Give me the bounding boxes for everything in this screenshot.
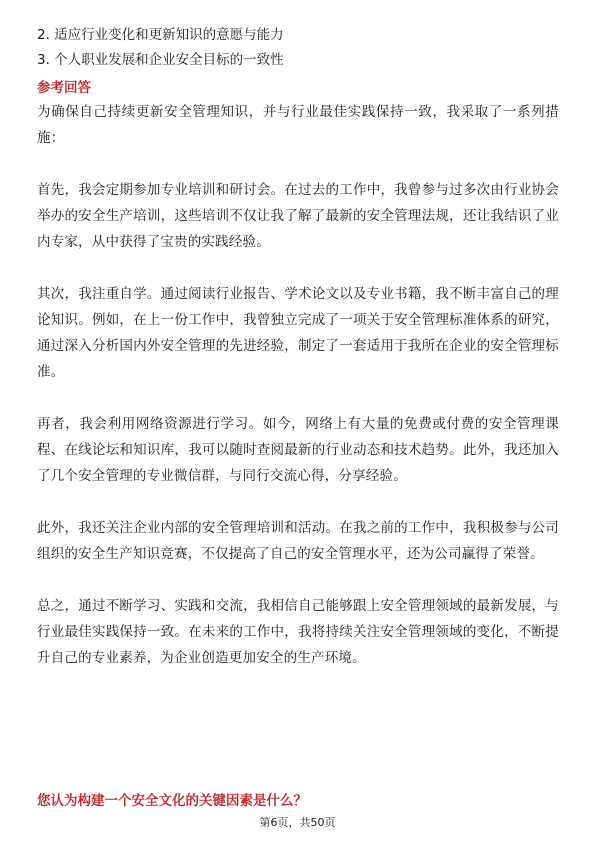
answer-paragraph-online: 再者，我会利用网络资源进行学习。如今，网络上有大量的免费或付费的安全管理课程、在线论坛和知识库，我可以随时查阅最新的行业动态和技术趋势。此外，我还加入了几个安全管理的专业微信群，与同行交流心得，分享经验。 — [37, 416, 559, 484]
paragraph-spacer — [37, 255, 559, 281]
answer-paragraph-summary: 总之，通过不断学习、实践和交流，我相信自己能够跟上安全管理领域的最新发展，与行业最佳实践保持一致。在未来的工作中，我将持续关注安全管理领域的变化，不断提升自己的专业素养，为企业创造更加安全的生产环境。 — [37, 598, 559, 666]
answer-intro-paragraph: 为确保自己持续更新安全管理知识，并与行业最佳实践保持一致，我采取了一系列措施： — [37, 104, 559, 146]
paragraph-spacer — [37, 385, 559, 411]
next-question-heading: 您认为构建一个安全文化的关键因素是什么？ — [37, 793, 307, 809]
paragraph-spacer — [37, 567, 559, 593]
document-content — [37, 24, 559, 671]
page-footer: 第6页，共50页 — [259, 816, 336, 829]
answer-paragraph-self-study: 其次，我注重自学。通过阅读行业报告、学术论文以及专业书籍，我不断丰富自己的理论知识。例如，在上一份工作中，我曾独立完成了一项关于安全管理标准体系的研究，通过深入分析国内外安全管理的先进经验，制定了一套适用于我所在企业的安全管理标准。 — [37, 286, 559, 380]
evaluation-point-2: 2. 适应行业变化和更新知识的意愿与能力 — [37, 27, 284, 43]
paragraph-spacer — [37, 151, 559, 177]
answer-heading: 参考回答 — [37, 80, 91, 96]
evaluation-point-3: 3. 个人职业发展和企业安全目标的一致性 — [37, 52, 284, 68]
answer-paragraph-internal: 此外，我还关注企业内部的安全管理培训和活动。在我之前的工作中，我积极参与公司组织的安全生产知识竞赛，不仅提高了自己的安全管理水平，还为公司赢得了荣誉。 — [37, 520, 559, 562]
paragraph-spacer — [37, 489, 559, 515]
answer-paragraph-training: 首先，我会定期参加专业培训和研讨会。在过去的工作中，我曾参与过多次由行业协会举办的安全生产培训，这些培训不仅让我了解了最新的安全管理法规，还让我结识了业内专家，从中获得了宝贵的实践经验。 — [37, 182, 559, 250]
